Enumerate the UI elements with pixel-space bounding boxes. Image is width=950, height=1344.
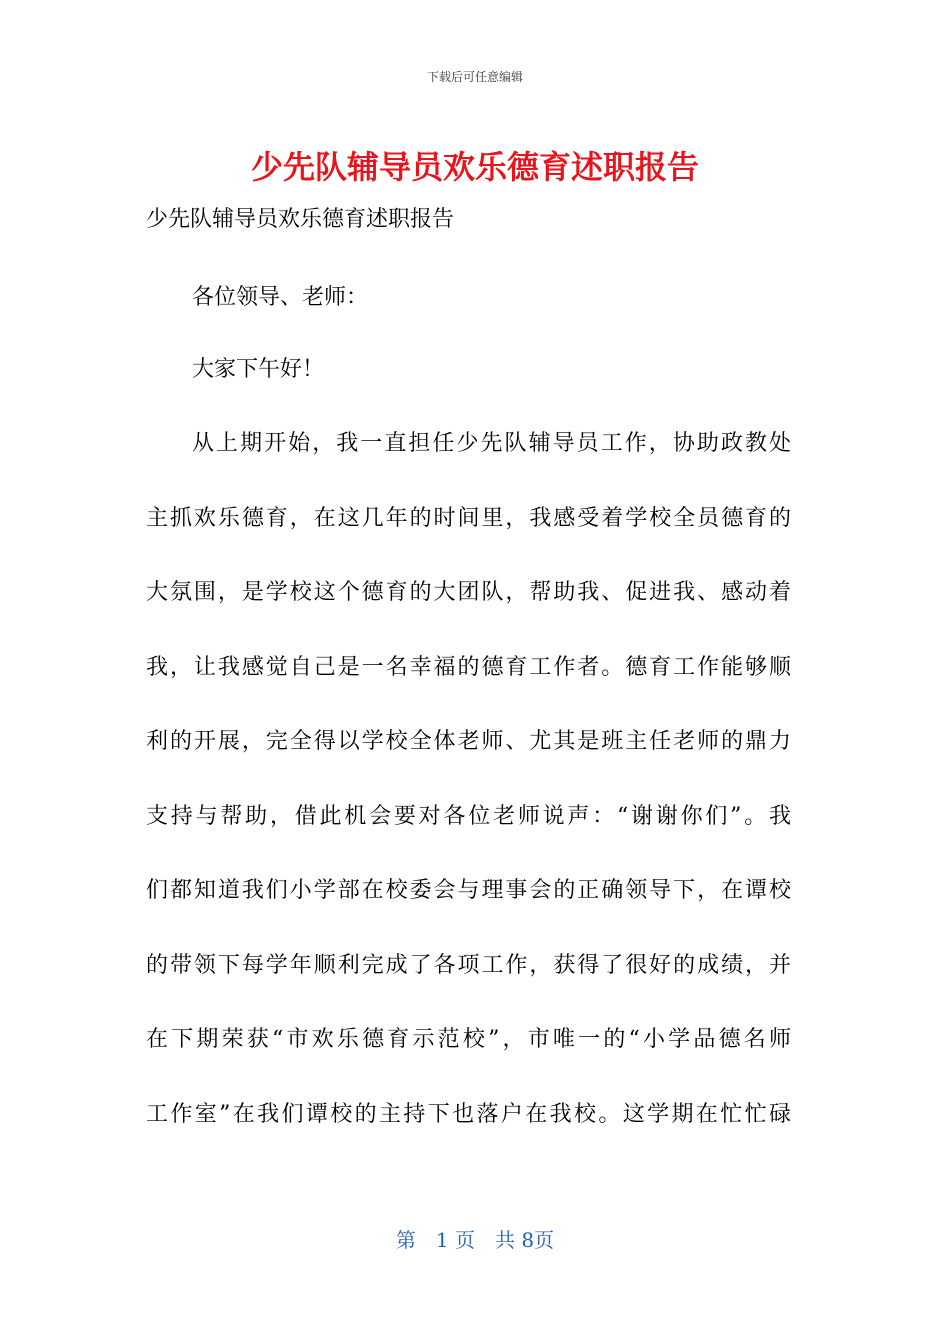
paragraph-line: 们都知道我们小学部在校委会与理事会的正确领导下，在谭校 — [146, 878, 791, 903]
paragraph-line: 工作室”在我们谭校的主持下也落户在我校。这学期在忙忙碌 — [146, 1102, 791, 1127]
paragraph-line: 主抓欢乐德育，在这几年的时间里，我感受着学校全员德育的 — [146, 506, 791, 531]
document-subtitle: 少先队辅导员欢乐德育述职报告 — [146, 207, 455, 232]
salutation: 大家下午好！ — [192, 357, 325, 382]
page-number: 第 1 页 共 8页 — [395, 1228, 555, 1252]
document-title: 少先队辅导员欢乐德育述职报告 — [250, 148, 699, 186]
paragraph-line: 支持与帮助，借此机会要对各位老师说声：“谢谢你们”。我 — [146, 804, 791, 829]
paragraph-line: 大氛围，是学校这个德育的大团队，帮助我、促进我、感动着 — [146, 580, 791, 605]
header-note: 下载后可任意编辑 — [426, 70, 523, 84]
paragraph-line: 的带领下每学年顺利完成了各项工作，获得了很好的成绩，并 — [146, 953, 791, 978]
paragraph-line: 在下期荣获“市欢乐德育示范校”，市唯一的“小学品德名师 — [146, 1027, 791, 1052]
greeting: 各位领导、老师： — [192, 285, 369, 310]
paragraph-line: 我，让我感觉自己是一名幸福的德育工作者。德育工作能够顺 — [146, 655, 791, 680]
paragraph-line: 利的开展，完全得以学校全体老师、尤其是班主任老师的鼎力 — [146, 729, 791, 754]
paragraph-line: 从上期开始，我一直担任少先队辅导员工作，协助政教处 — [192, 431, 791, 456]
